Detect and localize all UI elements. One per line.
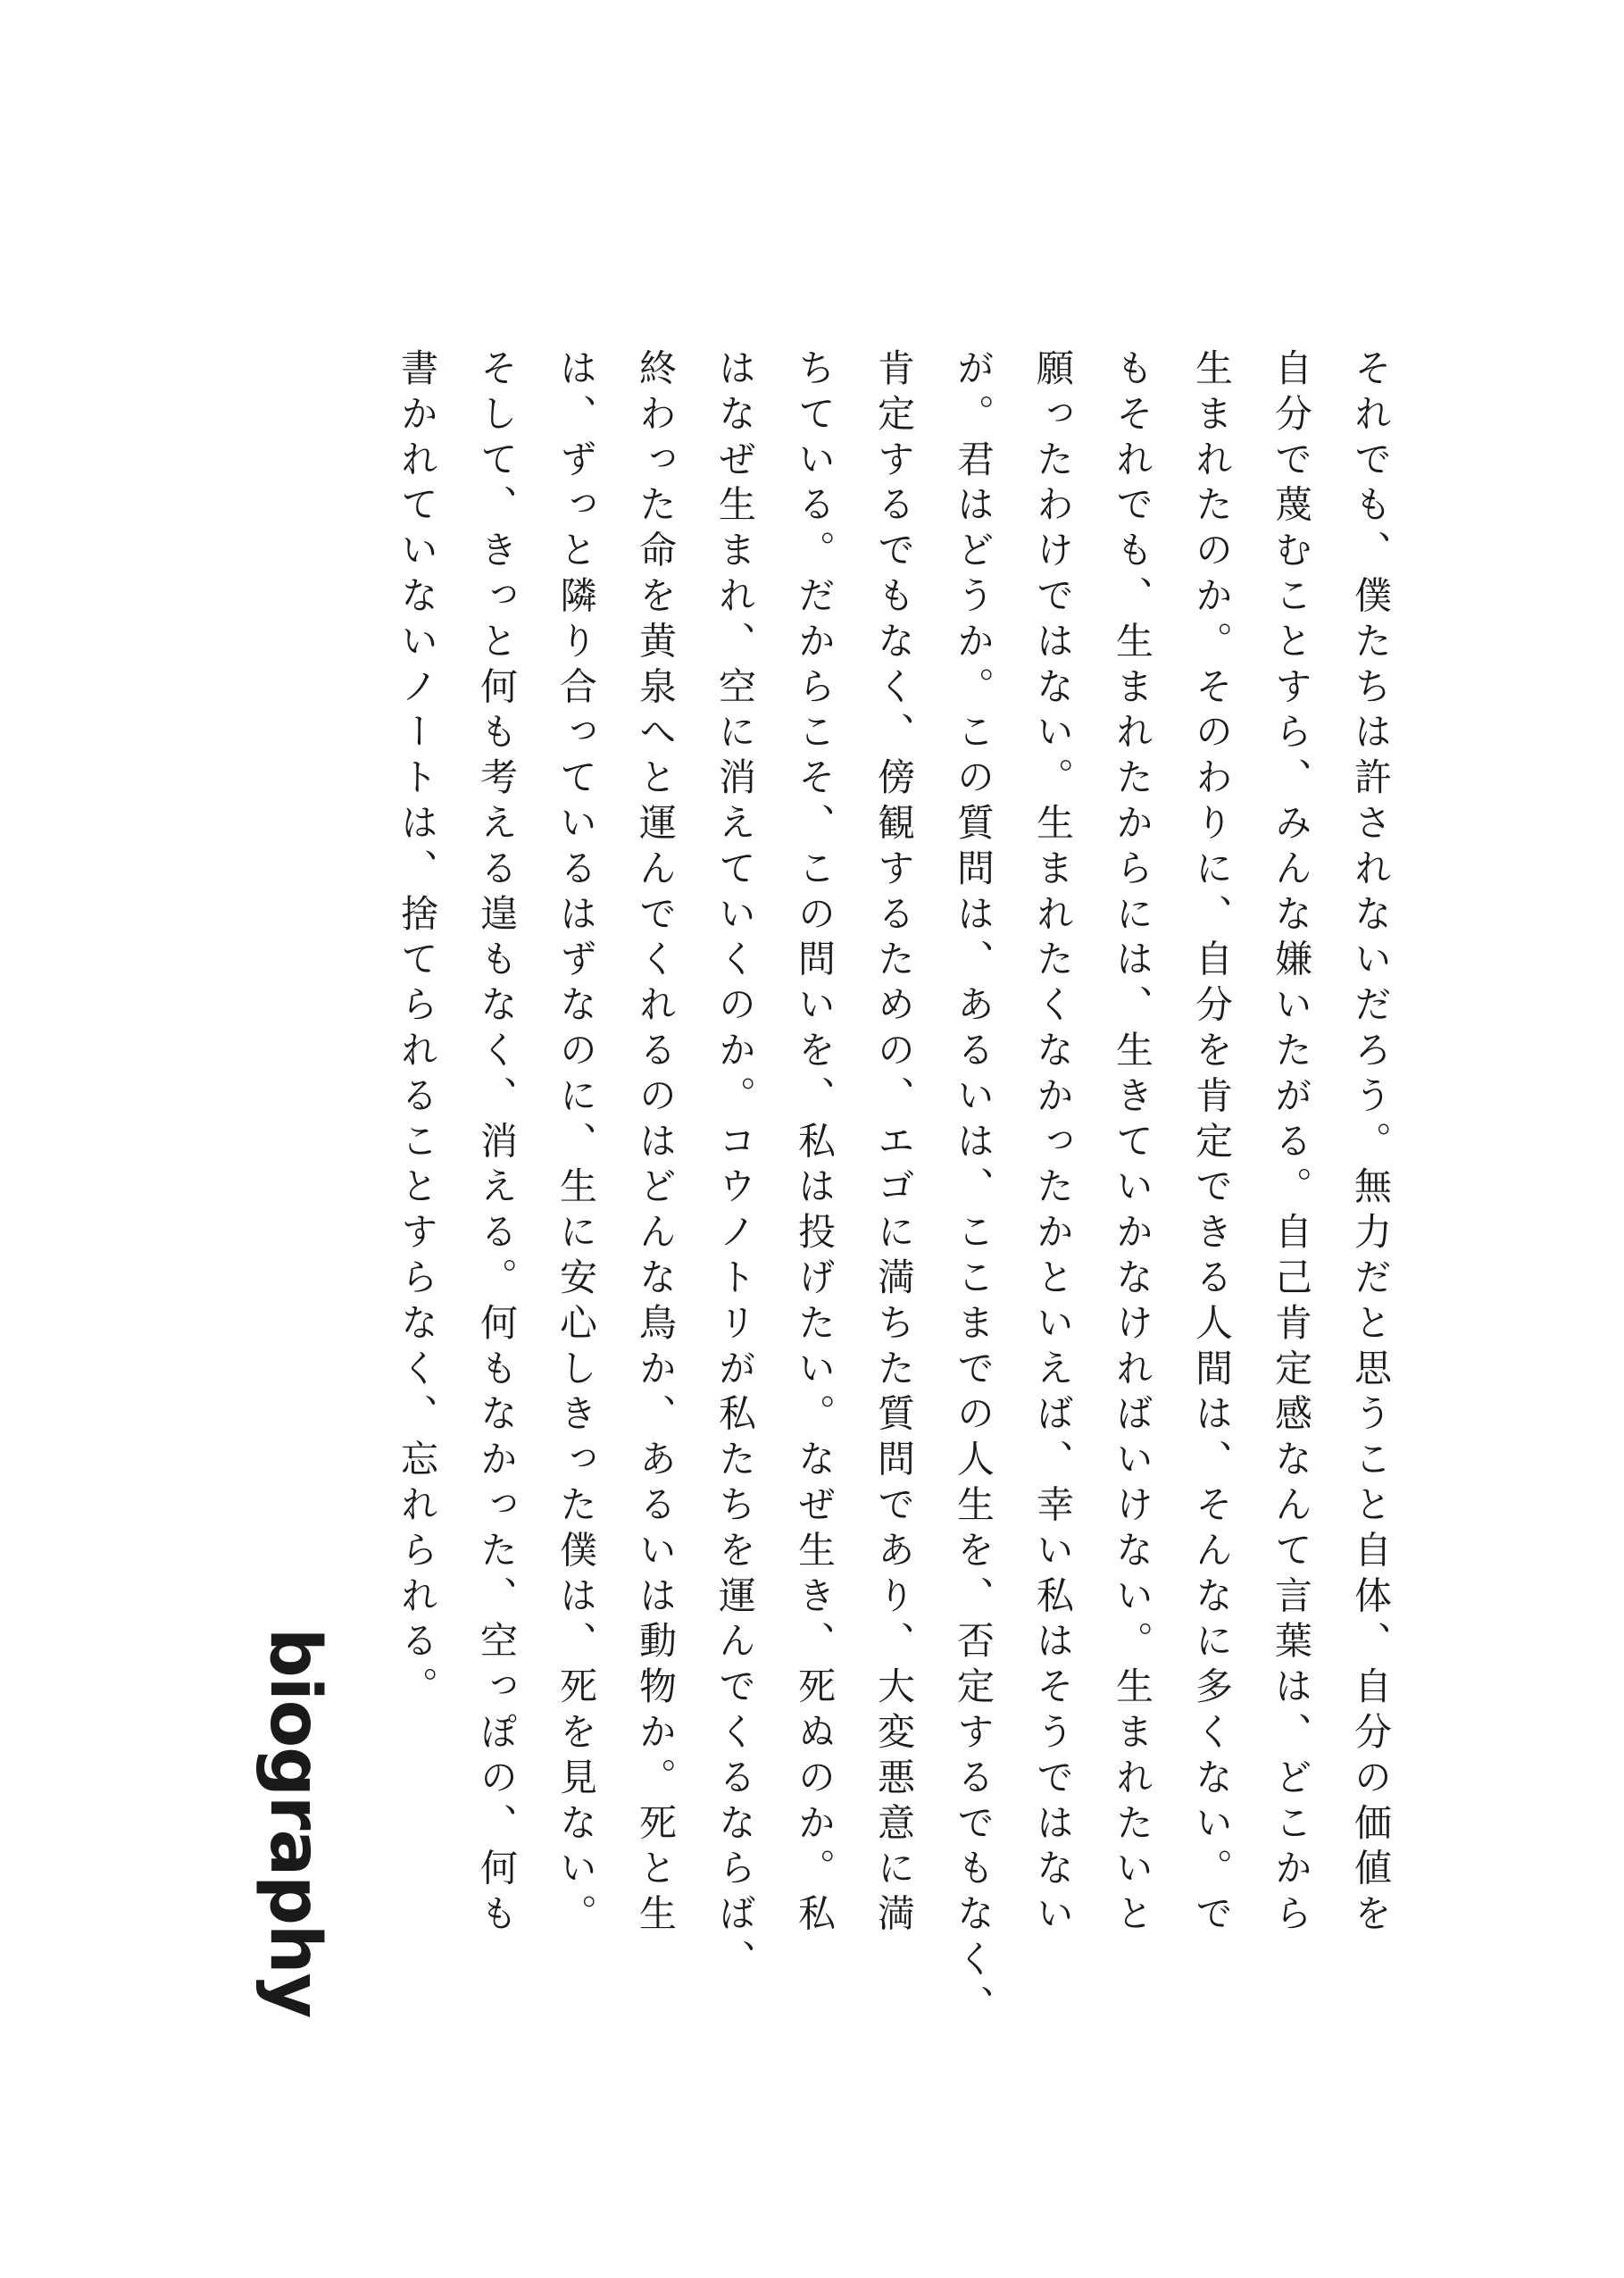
essay-line: 肯定するでもなく、傍観するための、エゴに満ちた質問であり、大変悪意に満 (872, 348, 916, 1940)
essay-line: 終わった命を黄泉へと運んでくれるのはどんな鳥か、あるいは動物か。死と生 (634, 348, 678, 1940)
essay-line: ちている。だからこそ、この問いを、私は投げたい。なぜ生き、死ぬのか。私 (793, 348, 837, 1940)
essay-line: それでも、僕たちは許されないだろう。無力だと思うこと自体、自分の価値を (1349, 348, 1393, 1940)
essay-line: 書かれていないノートは、捨てられることすらなく、忘れられる。 (396, 348, 439, 1712)
essay-line: もそれでも、生まれたからには、生きていかなければいけない。生まれたいと (1111, 348, 1154, 1940)
page-title: biography (254, 1628, 335, 2018)
essay-line: そして、きっと何も考える遑もなく、消える。何もなかった、空っぽの、何も (475, 348, 519, 1940)
essay-line: 自分で蔑むことすら、みんな嫌いたがる。自己肯定感なんて言葉は、どこから (1270, 348, 1313, 1940)
essay-body (384, 348, 1411, 2031)
essay-line: 生まれたのか。そのわりに、自分を肯定できる人間は、そんなに多くない。で (1190, 348, 1234, 1940)
essay-line: が。君はどうか。この質問は、あるいは、ここまでの人生を、否定するでもなく、 (952, 348, 995, 2031)
essay-line: はなぜ生まれ、空に消えていくのか。コウノトリが私たちを運んでくるならば、 (713, 348, 757, 1985)
essay-line: 願ったわけではない。生まれたくなかったかといえば、幸い私はそうではない (1031, 348, 1075, 1940)
essay-line: は、ずっと隣り合っているはずなのに、生に安心しきった僕は、死を見ない。 (554, 348, 598, 1940)
